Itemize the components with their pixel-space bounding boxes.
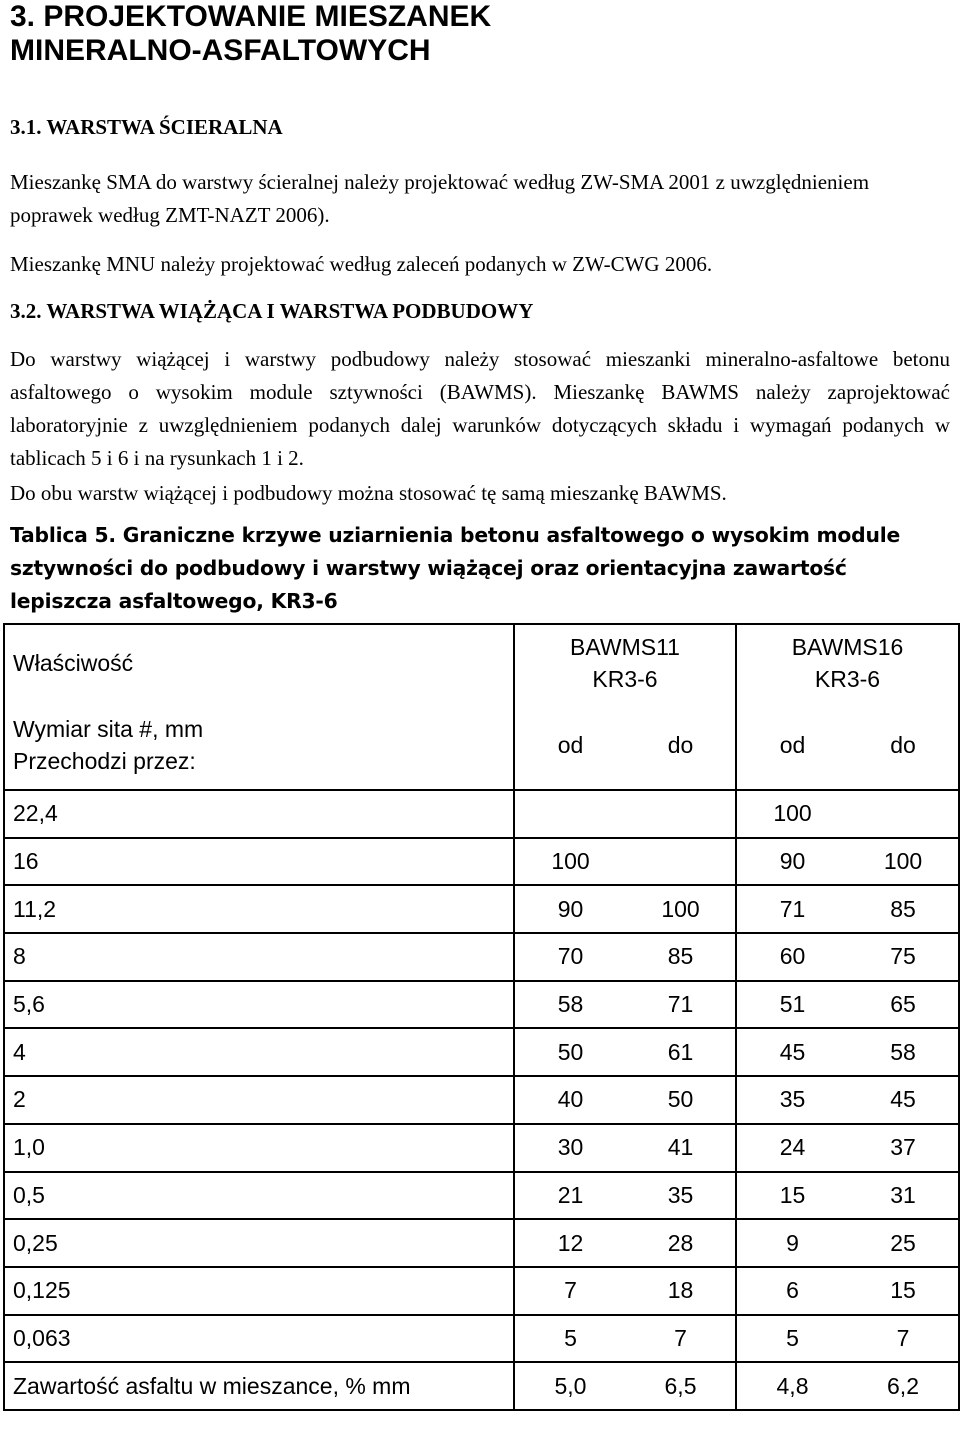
value-cell: 90 [514,885,626,933]
value-cell: 45 [848,1076,959,1124]
value-cell: 35 [626,1172,736,1220]
table-subheader-row [4,701,959,790]
page-title-line1: 3. PROJEKTOWANIE MIESZANEK [10,0,492,33]
header-mix-bawms11 [514,624,736,701]
value-cell: 100 [514,838,626,886]
section-3-1-paragraph-2: Mieszankę MNU należy projektować według zaleceń podanych w ZW-CWG 2006. [10,252,713,276]
value-cell: 18 [626,1267,736,1315]
value-cell: 60 [736,933,848,981]
value-cell-empty [626,838,736,886]
header-do-2: do [848,701,959,790]
value-cell: 25 [848,1219,959,1267]
page-title-line2: MINERALNO-ASFALTOWYCH [10,34,431,67]
value-cell: 6,2 [848,1362,959,1410]
value-cell: 37 [848,1124,959,1172]
value-cell: 51 [736,981,848,1029]
value-cell: 4,8 [736,1362,848,1410]
value-cell: 40 [514,1076,626,1124]
section-3-1-paragraph-1: Mieszankę SMA do warstwy ścieralnej należy projektować według ZW-SMA 2001 z uwzględnieniem poprawek według ZMT-NAZT 2006). [10,170,870,227]
value-cell: 100 [848,838,959,886]
header-sieve-cell [4,701,514,790]
table-row [4,1267,959,1315]
value-cell: 71 [626,981,736,1029]
sieve-cell: 8 [4,933,514,981]
sieve-cell: 5,6 [4,981,514,1029]
table-row [4,1028,959,1076]
value-cell: 5,0 [514,1362,626,1410]
table-caption-text: Graniczne krzywe uziarnienia betonu asfaltowego o wysokim module sztywności do podbudowy i warstwy wiążącej oraz orientacyjna zawartość lepiszcza asfaltowego, KR3-6 [10,523,901,613]
sieve-cell: Zawartość asfaltu w mieszance, % mm [4,1362,514,1410]
sieve-cell: 4 [4,1028,514,1076]
mix1-name: BAWMS11 [570,634,680,660]
table-row-16 [4,838,959,886]
value-cell-empty [514,790,626,838]
table-row [4,1124,959,1172]
section-heading-3-1: 3.1. WARSTWA ŚCIERALNA [10,115,283,139]
table-row [4,1219,959,1267]
value-cell: 61 [626,1028,736,1076]
value-cell-empty [848,790,959,838]
value-cell: 7 [514,1267,626,1315]
table-caption [10,519,950,618]
table-row [4,1076,959,1124]
table-row [4,981,959,1029]
value-cell: 15 [848,1267,959,1315]
sieve-cell: 0,25 [4,1219,514,1267]
mix2-name: BAWMS16 [791,634,904,660]
mix1-class: KR3-6 [592,666,658,692]
section-3-2-paragraph-2: Do obu warstw wiążącej i podbudowy można stosować tę samą mieszankę BAWMS. [10,481,727,505]
table-row [4,1315,959,1363]
value-cell: 75 [848,933,959,981]
value-cell: 31 [848,1172,959,1220]
value-cell: 100 [626,885,736,933]
value-cell: 15 [736,1172,848,1220]
value-cell: 7 [626,1315,736,1363]
value-cell-empty [626,790,736,838]
table-row [4,933,959,981]
value-cell: 58 [848,1028,959,1076]
value-cell: 9 [736,1219,848,1267]
value-cell: 21 [514,1172,626,1220]
gradation-table [3,623,960,1411]
table-row [4,1362,959,1410]
value-cell: 85 [626,933,736,981]
value-cell: 35 [736,1076,848,1124]
value-cell: 58 [514,981,626,1029]
table-header-row [4,624,959,701]
value-cell: 5 [736,1315,848,1363]
value-cell: 50 [626,1076,736,1124]
sieve-cell: 0,5 [4,1172,514,1220]
value-cell: 30 [514,1124,626,1172]
value-cell: 24 [736,1124,848,1172]
table-caption-label: Tablica 5. [10,523,116,547]
value-cell: 28 [626,1219,736,1267]
value-cell: 90 [736,838,848,886]
value-cell: 5 [514,1315,626,1363]
table-row-22-4 [4,790,959,838]
header-property-cell [4,624,514,701]
sieve-cell: 0,063 [4,1315,514,1363]
section-3-2-paragraph-1: Do warstwy wiążącej i warstwy podbudowy należy stosować mieszanki mineralno-asfaltowe betonu asfaltowego o wysokim module sztywności (BAWMS). Mieszankę BAWMS należy zaprojektować laboratoryjnie z uwzględnieniem podanych dalej warunków dotyczących składu i wymagań podanych w tablicach 5 i 6 i na rysunkach 1 i 2. [10,347,950,470]
header-sieve-line2: Przechodzi przez: [13,748,196,774]
sieve-cell: 11,2 [4,885,514,933]
value-cell: 41 [626,1124,736,1172]
page-title [10,0,950,68]
sieve-cell: 1,0 [4,1124,514,1172]
value-cell: 70 [514,933,626,981]
header-mix-bawms16 [736,624,959,701]
value-cell: 100 [736,790,848,838]
value-cell: 7 [848,1315,959,1363]
value-cell: 6 [736,1267,848,1315]
table-row [4,885,959,933]
sieve-cell: 0,125 [4,1267,514,1315]
value-cell: 45 [736,1028,848,1076]
value-cell: 6,5 [626,1362,736,1410]
header-do-1: do [626,701,736,790]
table-row [4,1172,959,1220]
header-od-2: od [736,701,848,790]
header-property: Właściwość [13,649,134,676]
value-cell: 65 [848,981,959,1029]
sieve-cell: 22,4 [4,790,514,838]
header-od-1: od [514,701,626,790]
value-cell: 12 [514,1219,626,1267]
value-cell: 50 [514,1028,626,1076]
mix2-class: KR3-6 [814,666,881,692]
section-heading-3-2: 3.2. WARSTWA WIĄŻĄCA I WARSTWA PODBUDOWY [10,299,534,323]
value-cell: 71 [736,885,848,933]
sieve-cell: 2 [4,1076,514,1124]
sieve-cell: 16 [4,838,514,886]
header-sieve-line1: Wymiar sita #, mm [13,716,204,742]
value-cell: 85 [848,885,959,933]
